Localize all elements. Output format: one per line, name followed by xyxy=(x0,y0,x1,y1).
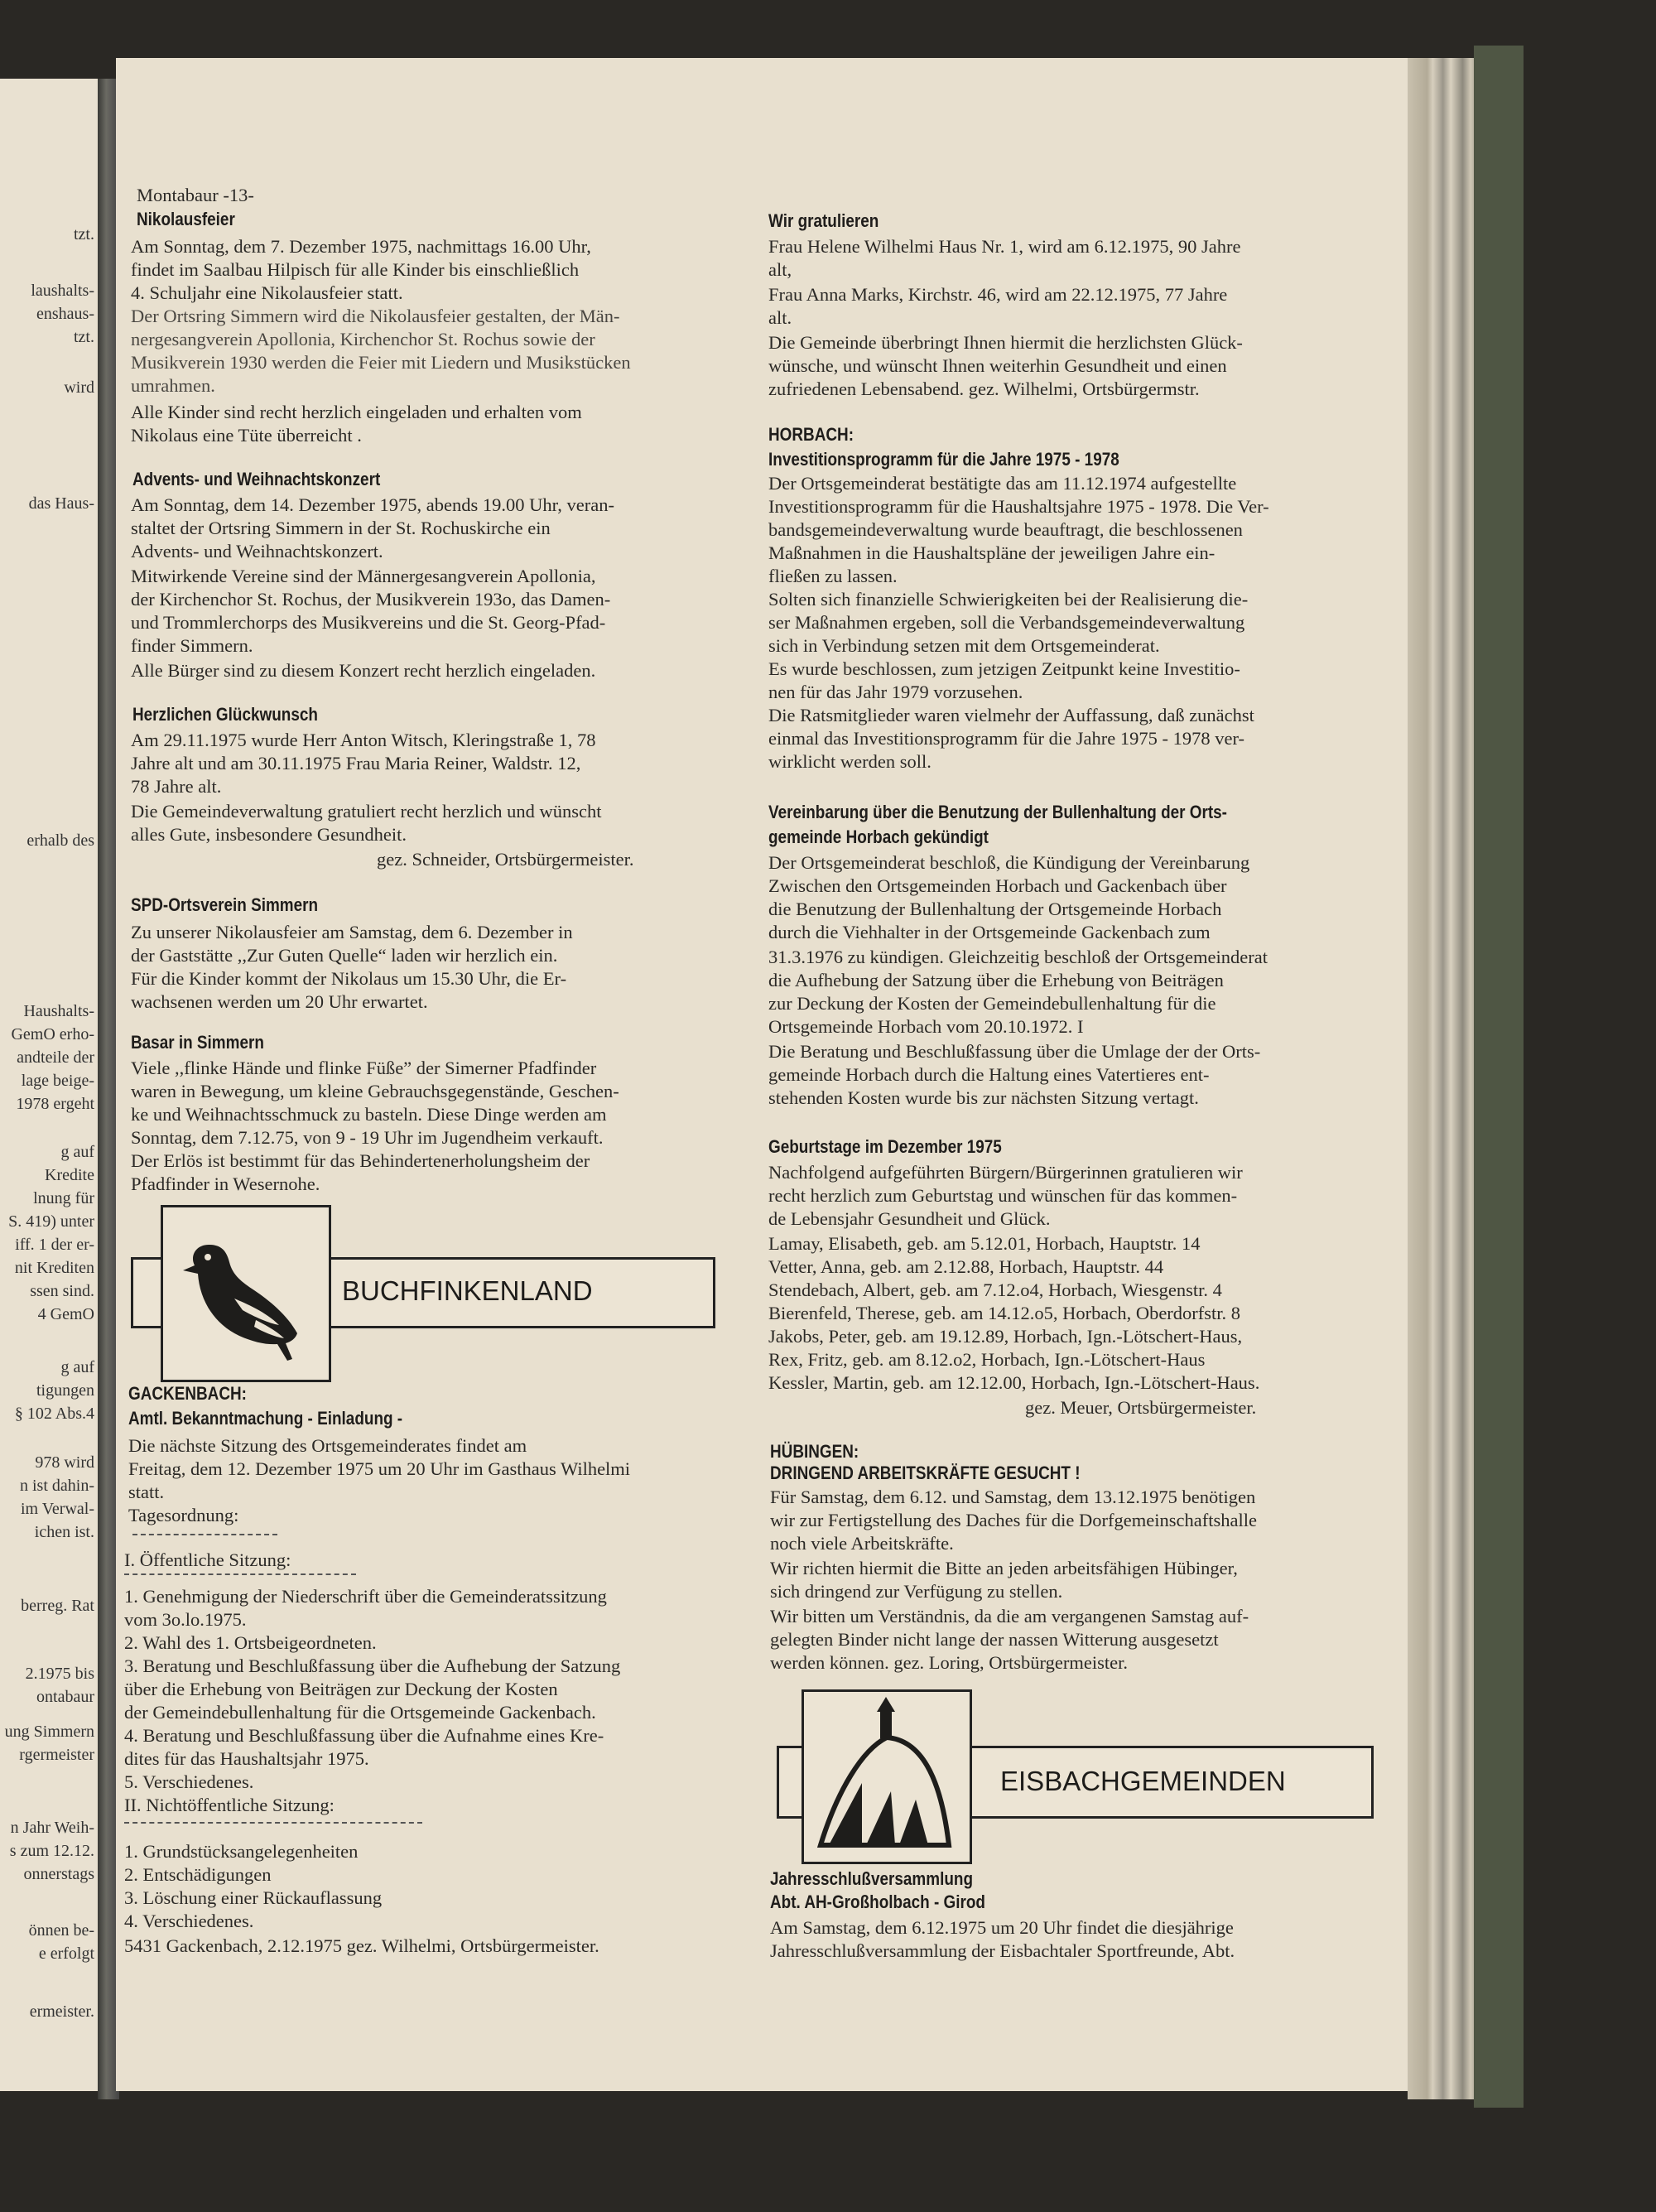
text-line: dites für das Haushaltsjahr 1975. xyxy=(124,1748,369,1769)
text-line: der Gaststätte ,,Zur Guten Quelle“ laden wir herzlich ein. xyxy=(131,945,558,966)
left-page-fragment: rgermeister xyxy=(19,1746,94,1764)
article-heading: Basar in Simmern xyxy=(131,1032,264,1053)
text-line: Investitionsprogramm für die Haushaltsjahre 1975 - 1978. Die Ver- xyxy=(768,496,1269,517)
left-page-fragment: Haushalts- xyxy=(23,1002,94,1020)
text-line: wirklicht werden soll. xyxy=(768,751,932,772)
left-page-fragment: 4 GemO xyxy=(37,1305,94,1323)
text-line: Zu unserer Nikolausfeier am Samstag, dem 6. Dezember in xyxy=(131,922,573,942)
text-line: Alle Bürger sind zu diesem Konzert recht herzlich eingeladen. xyxy=(131,660,596,681)
text-line: Am 29.11.1975 wurde Herr Anton Witsch, Kleringstraße 1, 78 xyxy=(131,730,596,750)
text-line: Am Sonntag, dem 14. Dezember 1975, abends 19.00 Uhr, veran- xyxy=(131,494,614,515)
text-line: noch viele Arbeitskräfte. xyxy=(770,1533,954,1554)
text-line: Die nächste Sitzung des Ortsgemeinderates findet am xyxy=(128,1435,527,1456)
agenda-underline xyxy=(124,1573,356,1575)
text-line: Sonntag, dem 7.12.75, von 9 - 19 Uhr im Jugendheim verkauft. xyxy=(131,1127,604,1148)
text-line: Jahre alt und am 30.11.1975 Frau Maria Reiner, Waldstr. 12, xyxy=(131,753,581,773)
article-heading: GACKENBACH: xyxy=(128,1383,247,1404)
left-page-fragment: onnerstags xyxy=(23,1865,94,1883)
text-line: die Benutzung der Bullenhaltung der Ortsgemeinde Horbach xyxy=(768,899,1222,919)
left-page-fragment: andteile der xyxy=(17,1048,94,1067)
text-line: 5431 Gackenbach, 2.12.1975 gez. Wilhelmi, Ortsbürgermeister. xyxy=(124,1935,599,1956)
text-line: Frau Helene Wilhelmi Haus Nr. 1, wird am 6.12.1975, 90 Jahre xyxy=(768,236,1241,257)
buchfinkenland-logo xyxy=(131,1205,719,1383)
text-line: stehenden Kosten wurde bis zur nächsten Sitzung vertagt. xyxy=(768,1087,1199,1108)
left-page-fragment: S. 419) unter xyxy=(8,1212,94,1231)
book-cover-edge xyxy=(1474,46,1524,2108)
article-heading: SPD-Ortsverein Simmern xyxy=(131,894,319,915)
left-page-fragment: 978 wird xyxy=(35,1453,94,1472)
text-line: Der Ortsgemeinderat beschloß, die Kündigung der Vereinbarung xyxy=(768,852,1250,873)
text-line: Advents- und Weihnachtskonzert. xyxy=(131,541,383,561)
text-line: 3. Löschung einer Rückauflassung xyxy=(124,1887,383,1908)
left-page-fragment: iff. 1 der er- xyxy=(15,1236,94,1254)
article-heading: gemeinde Horbach gekündigt xyxy=(768,826,989,847)
text-line: Mitwirkende Vereine sind der Männergesangverein Apollonia, xyxy=(131,566,596,586)
text-line: und Trommlerchorps des Musikvereins und die St. Georg-Pfad- xyxy=(131,612,606,633)
text-line: Stendebach, Albert, geb. am 7.12.o4, Horbach, Wiesgenstr. 4 xyxy=(768,1279,1222,1300)
article-heading: HORBACH: xyxy=(768,424,854,445)
text-line: Freitag, dem 12. Dezember 1975 um 20 Uhr im Gasthaus Wilhelmi xyxy=(128,1458,631,1479)
article-heading: Wir gratulieren xyxy=(768,210,879,231)
text-line: vom 3o.lo.1975. xyxy=(124,1609,247,1630)
text-line: 3. Beratung und Beschlußfassung über die Aufhebung der Satzung xyxy=(124,1655,621,1676)
text-line: ke und Weihnachtsschmuck zu basteln. Diese Dinge werden am xyxy=(131,1104,607,1125)
text-line: Die Gemeindeverwaltung gratuliert recht herzlich und wünscht xyxy=(131,801,602,822)
text-line: Musikverein 1930 werden die Feier mit Liedern und Musikstücken xyxy=(131,352,631,373)
left-page-fragment: im Verwal- xyxy=(20,1500,94,1518)
buchfinkenland-title: BUCHFINKENLAND xyxy=(342,1275,593,1306)
text-line: recht herzlich zum Geburtstag und wünschen für das kommen- xyxy=(768,1185,1238,1206)
article-heading: Herzlichen Glückwunsch xyxy=(132,704,318,725)
text-line: Jakobs, Peter, geb. am 19.12.89, Horbach, Ign.-Lötschert-Haus, xyxy=(768,1326,1243,1347)
text-line: 2. Entschädigungen xyxy=(124,1864,272,1885)
left-page-fragment: GemO erho- xyxy=(11,1025,94,1043)
text-line: 31.3.1976 zu kündigen. Gleichzeitig beschloß der Ortsgemeinderat xyxy=(768,947,1268,967)
article-heading: Investitionsprogramm für die Jahre 1975 - 1978 xyxy=(768,449,1119,470)
text-line: Die Ratsmitglieder waren vielmehr der Auffassung, daß zunächst xyxy=(768,705,1254,725)
text-line: durch die Viehhalter in der Ortsgemeinde Gackenbach zum xyxy=(768,922,1211,942)
text-line: 4. Verschiedenes. xyxy=(124,1911,254,1931)
text-line: sich dringend zur Verfügung zu stellen. xyxy=(770,1581,1063,1602)
text-line: gemeinde Horbach durch die Haltung eines Vatertieres ent- xyxy=(768,1064,1210,1085)
left-page-fragment: 1978 ergeht xyxy=(16,1095,94,1113)
left-page-fragment: § 102 Abs.4 xyxy=(14,1405,94,1423)
article-heading: Advents- und Weihnachtskonzert xyxy=(132,469,381,489)
left-page-fragment: önnen be- xyxy=(28,1921,94,1940)
text-line: Für die Kinder kommt der Nikolaus um 15.30 Uhr, die Er- xyxy=(131,968,567,989)
text-line: 78 Jahre alt. xyxy=(131,776,222,797)
left-page-fragment: s zum 12.12. xyxy=(9,1842,94,1860)
agenda-underline xyxy=(124,1822,422,1824)
text-line: Der Ortsgemeinderat bestätigte das am 11.12.1974 aufgestellte xyxy=(768,473,1237,494)
text-line: 1. Genehmigung der Niederschrift über die Gemeinderatssitzung xyxy=(124,1586,607,1607)
left-page-fragment: n ist dahin- xyxy=(20,1477,94,1495)
text-line: zur Deckung der Kosten der Gemeindebullenhaltung für die xyxy=(768,993,1216,1014)
article-heading: Abt. AH-Großholbach - Girod xyxy=(770,1892,985,1912)
text-line: wünsche, und wünscht Ihnen weiterhin Gesundheit und einen xyxy=(768,355,1227,376)
left-page-fragment: ontabaur xyxy=(36,1688,94,1706)
text-line: staltet der Ortsring Simmern in der St. Rochuskirche ein xyxy=(131,518,551,538)
left-page-fragment: e erfolgt xyxy=(38,1945,94,1963)
article-heading: Amtl. Bekanntmachung - Einladung - xyxy=(128,1408,403,1429)
left-page-fragment: g auf xyxy=(60,1358,94,1376)
text-line: wachsenen werden um 20 Uhr erwartet. xyxy=(131,991,428,1012)
text-line: Viele ,,flinke Hände und flinke Füße” der Simerner Pfadfinder xyxy=(131,1058,597,1078)
agenda-underline xyxy=(132,1534,277,1535)
text-line: gez. Meuer, Ortsbürgermeister. xyxy=(1025,1397,1257,1418)
text-line: bandsgemeindeverwaltung wurde beauftragt, die beschlossenen xyxy=(768,519,1243,540)
text-line: 4. Beratung und Beschlußfassung über die Aufnahme eines Kre- xyxy=(124,1725,604,1746)
bird-icon xyxy=(163,1207,329,1380)
text-line: werden können. gez. Loring, Ortsbürgermeister. xyxy=(770,1652,1128,1673)
left-page-fragment: tzt. xyxy=(74,328,94,346)
hill-church-icon xyxy=(804,1692,970,1862)
text-line: gez. Schneider, Ortsbürgermeister. xyxy=(377,849,634,870)
text-line: 1. Grundstücksangelegenheiten xyxy=(124,1841,359,1862)
text-line: Montabaur -13- xyxy=(137,185,254,205)
text-line: alt. xyxy=(768,307,792,328)
text-line: umrahmen. xyxy=(131,375,215,396)
logo-bird-frame xyxy=(161,1205,331,1382)
logo-hill-frame xyxy=(802,1689,972,1864)
left-page-fragment: g auf xyxy=(60,1143,94,1161)
text-line: Wir richten hiermit die Bitte an jeden arbeitsfähigen Hübinger, xyxy=(770,1558,1238,1578)
article-heading: Geburtstage im Dezember 1975 xyxy=(768,1136,1002,1157)
left-page-fragment: laushalts- xyxy=(31,282,94,300)
text-line: Der Erlös ist bestimmt für das Behindertenerholungsheim der xyxy=(131,1150,590,1171)
left-page-fragment: das Haus- xyxy=(28,494,94,513)
text-line: finder Simmern. xyxy=(131,635,253,656)
text-line: I. Öffentliche Sitzung: xyxy=(124,1549,291,1570)
text-line: Am Samstag, dem 6.12.1975 um 20 Uhr findet die diesjährige xyxy=(770,1917,1234,1938)
left-page-fragment: lage beige- xyxy=(21,1072,94,1090)
text-line: der Kirchenchor St. Rochus, der Musikverein 193o, das Damen- xyxy=(131,589,611,610)
text-line: 4. Schuljahr eine Nikolausfeier statt. xyxy=(131,282,403,303)
text-line: Frau Anna Marks, Kirchstr. 46, wird am 22.12.1975, 77 Jahre xyxy=(768,284,1228,305)
text-line: Nachfolgend aufgeführten Bürgern/Bürgerinnen gratulieren wir xyxy=(768,1162,1243,1183)
text-line: Die Beratung und Beschlußfassung über die Umlage der der Orts- xyxy=(768,1041,1261,1062)
text-line: einmal das Investitionsprogramm für die Jahre 1975 - 1978 ver- xyxy=(768,728,1245,749)
text-line: Kessler, Martin, geb. am 12.12.00, Horbach, Ign.-Lötschert-Haus. xyxy=(768,1372,1260,1393)
text-line: Es wurde beschlossen, zum jetzigen Zeitpunkt keine Investitio- xyxy=(768,658,1240,679)
text-line: wir zur Fertigstellung des Daches für die Dorfgemeinschaftshalle xyxy=(770,1510,1257,1530)
left-page-fragment: n Jahr Weih- xyxy=(10,1819,94,1837)
text-line: Solten sich finanzielle Schwierigkeiten bei der Realisierung die- xyxy=(768,589,1249,610)
text-line: II. Nichtöffentliche Sitzung: xyxy=(124,1795,335,1815)
text-line: Für Samstag, dem 6.12. und Samstag, dem 13.12.1975 benötigen xyxy=(770,1487,1256,1507)
text-line: Ortsgemeinde Horbach vom 20.10.1972. I xyxy=(768,1016,1084,1037)
text-line: alles Gute, insbesondere Gesundheit. xyxy=(131,824,407,845)
text-line: alt, xyxy=(768,259,792,280)
left-page-fragment: ssen sind. xyxy=(30,1282,94,1300)
text-line: zufriedenen Lebensabend. gez. Wilhelmi, Ortsbürgermstr. xyxy=(768,378,1200,399)
article-heading: Vereinbarung über die Benutzung der Bullenhaltung der Orts- xyxy=(768,802,1227,822)
text-line: Alle Kinder sind recht herzlich eingeladen und erhalten vom xyxy=(131,402,582,422)
left-page-fragment: berreg. Rat xyxy=(21,1597,94,1615)
text-line: nergesangverein Apollonia, Kirchenchor St. Rochus sowie der xyxy=(131,329,595,349)
text-line: Jahresschlußversammlung der Eisbachtaler Sportfreunde, Abt. xyxy=(770,1940,1235,1961)
text-line: Bierenfeld, Therese, geb. am 14.12.o5, Horbach, Oberdorfstr. 8 xyxy=(768,1303,1241,1323)
text-line: de Lebensjahr Gesundheit und Glück. xyxy=(768,1208,1051,1229)
left-page-fragment: nit Krediten xyxy=(14,1259,94,1277)
article-heading: DRINGEND ARBEITSKRÄFTE GESUCHT ! xyxy=(770,1463,1081,1483)
left-page-fragment: ung Simmern xyxy=(4,1723,94,1741)
text-line: Pfadfinder in Wesernohe. xyxy=(131,1173,320,1194)
left-page-fragment: lnung für xyxy=(33,1189,94,1207)
left-page-fragment: enshaus- xyxy=(36,305,94,323)
text-line: Rex, Fritz, geb. am 8.12.o2, Horbach, Ign.-Lötschert-Haus xyxy=(768,1349,1206,1370)
left-page-fragment: erhalb des xyxy=(26,831,94,850)
text-line: Nikolaus eine Tüte überreicht . xyxy=(131,425,362,446)
text-line: Vetter, Anna, geb. am 2.12.88, Horbach, Hauptstr. 44 xyxy=(768,1256,1164,1277)
article-heading: Jahresschlußversammlung xyxy=(770,1868,974,1889)
eisbachgemeinden-title: EISBACHGEMEINDEN xyxy=(1000,1766,1286,1796)
eisbachgemeinden-logo xyxy=(777,1689,1373,1863)
text-line: die Aufhebung der Satzung über die Erhebung von Beiträgen xyxy=(768,970,1224,990)
text-line: ser Maßnahmen ergeben, soll die Verbandsgemeindeverwaltung xyxy=(768,612,1245,633)
text-line: Tagesordnung: xyxy=(128,1505,239,1525)
text-line: sich in Verbindung setzen mit dem Ortsgemeinderat. xyxy=(768,635,1160,656)
left-page-fragment: Kredite xyxy=(45,1166,94,1184)
text-line: nen für das Jahr 1979 vorzusehen. xyxy=(768,682,1023,702)
left-page-fragment: tzt. xyxy=(74,225,94,243)
left-page-fragment: wird xyxy=(64,378,94,397)
left-page-fragment: 2.1975 bis xyxy=(25,1665,94,1683)
text-line: der Gemeindebullenhaltung für die Ortsgemeinde Gackenbach. xyxy=(124,1702,596,1723)
text-line: über die Erhebung von Beiträgen zur Deckung der Kosten xyxy=(124,1679,558,1699)
left-page-fragment: ermeister. xyxy=(29,2002,94,2021)
text-line: Zwischen den Ortsgemeinden Horbach und Gackenbach über xyxy=(768,875,1227,896)
text-line: statt. xyxy=(128,1482,165,1502)
text-line: Wir bitten um Verständnis, da die am vergangenen Samstag auf- xyxy=(770,1606,1249,1626)
text-line: findet im Saalbau Hilpisch für alle Kinder bis einschließlich xyxy=(131,259,580,280)
left-page-fragment: tigungen xyxy=(36,1381,94,1400)
text-line: Maßnahmen in die Haushaltspläne der jeweiligen Jahre ein- xyxy=(768,542,1216,563)
article-heading: Nikolausfeier xyxy=(137,209,235,229)
article-heading: HÜBINGEN: xyxy=(770,1441,859,1462)
text-line: Die Gemeinde überbringt Ihnen hiermit die herzlichsten Glück- xyxy=(768,332,1243,353)
text-line: gelegten Binder nicht lange der nassen Witterung ausgesetzt xyxy=(770,1629,1219,1650)
text-line: 2. Wahl des 1. Ortsbeigeordneten. xyxy=(124,1632,377,1653)
text-line: Der Ortsring Simmern wird die Nikolausfeier gestalten, der Män- xyxy=(131,306,620,326)
text-line: waren in Bewegung, um kleine Gebrauchsgegenstände, Geschen- xyxy=(131,1081,619,1101)
text-line: Am Sonntag, dem 7. Dezember 1975, nachmittags 16.00 Uhr, xyxy=(131,236,591,257)
text-line: 5. Verschiedenes. xyxy=(124,1771,254,1792)
text-line: fließen zu lassen. xyxy=(768,566,898,586)
text-line: Lamay, Elisabeth, geb. am 5.12.01, Horbach, Hauptstr. 14 xyxy=(768,1233,1201,1254)
left-page-fragment: ichen ist. xyxy=(34,1523,94,1541)
